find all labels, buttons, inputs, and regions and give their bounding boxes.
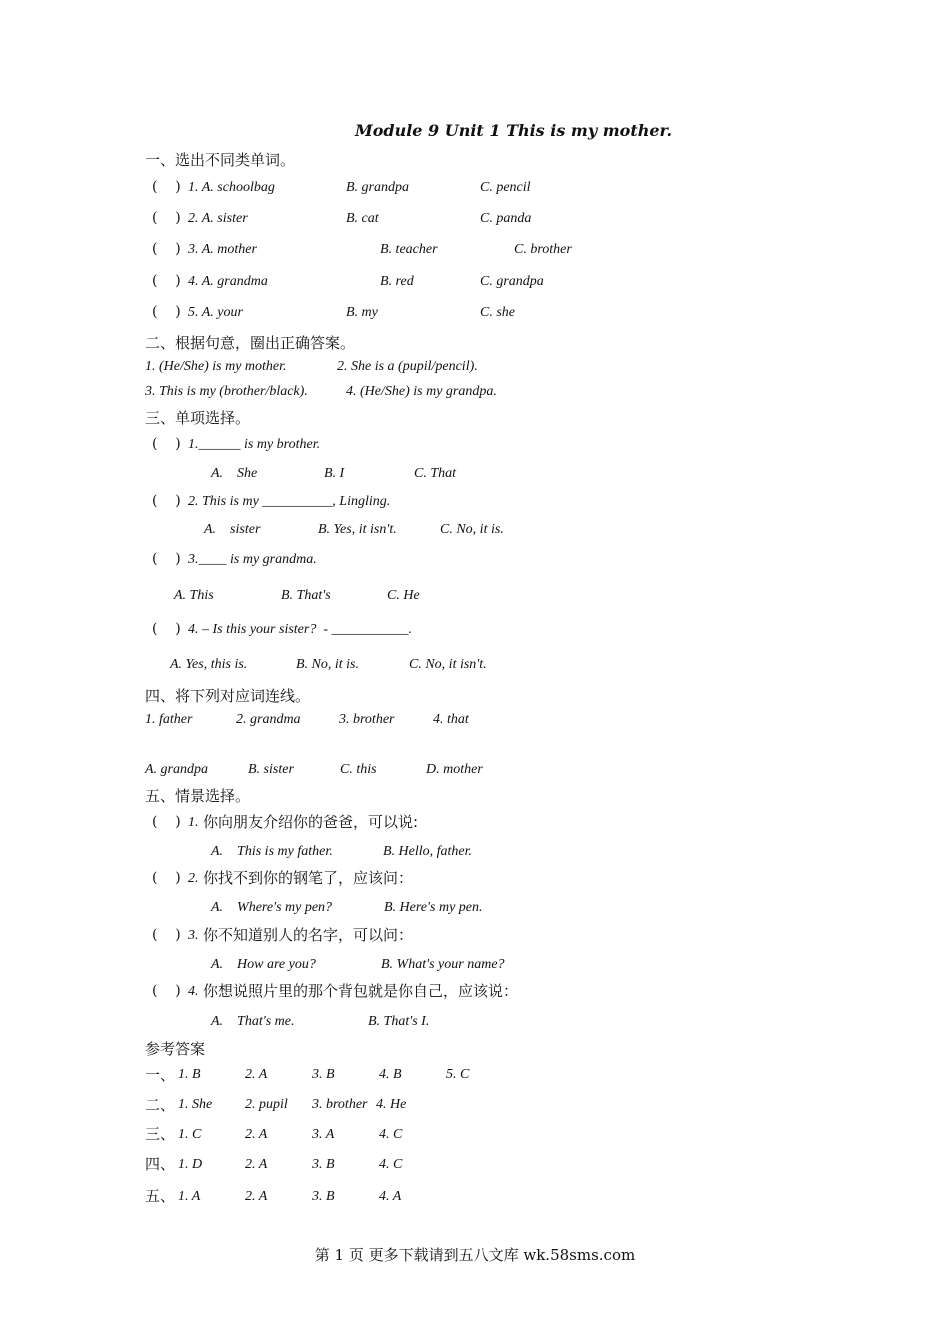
s5-q3-text: 你不知道别人的名字，可以问： <box>203 926 414 944</box>
s3-q2-opt-b: B. Yes, it isn't. <box>318 522 397 537</box>
answers-row-3-label: 三、 <box>145 1125 176 1143</box>
s1-q5-b: B. my <box>346 305 378 320</box>
s3-q3-opt-c: C. He <box>387 588 420 603</box>
answer-item: 3. B <box>312 1189 335 1204</box>
answer-item: 3. A <box>312 1127 335 1142</box>
s4-bottom-c: C. this <box>340 762 377 777</box>
answer-item: 2. A <box>245 1157 268 1172</box>
answer-item: 2. A <box>245 1067 268 1082</box>
s3-q1-opt-b: B. I <box>324 466 345 481</box>
s5-q4-text: 你想说照片里的那个背包就是你自己，应该说： <box>203 982 519 1000</box>
s1-q1-b: B. grandpa <box>346 180 409 195</box>
s3-q4-opt-b: B. No, it is. <box>296 657 360 672</box>
s3-q1: 1.______ is my brother. <box>188 437 321 452</box>
s4-bottom-d: D. mother <box>426 762 483 777</box>
answer-blank: ( ) <box>152 304 181 320</box>
section-4-heading: 四、将下列对应词连线。 <box>145 687 311 705</box>
answer-blank: ( ) <box>152 814 181 830</box>
answer-blank: ( ) <box>152 179 181 195</box>
answers-row-5-label: 五、 <box>145 1187 176 1205</box>
answer-blank: ( ) <box>152 621 181 637</box>
answers-row-2-label: 二、 <box>145 1096 176 1114</box>
s5-q2-num: 2. <box>188 871 199 886</box>
s1-q2-c: C. panda <box>480 211 532 226</box>
answer-item: 2. A <box>245 1189 268 1204</box>
s3-q4-opt-c: C. No, it isn't. <box>409 657 487 672</box>
s1-q3-b: B. teacher <box>380 242 438 257</box>
s4-top-1: 1. father <box>145 712 193 727</box>
s1-q3-c: C. brother <box>514 242 572 257</box>
answer-item: 2. pupil <box>245 1097 288 1112</box>
s3-q1-opt-a: A. She <box>211 466 258 481</box>
answer-item: 4. C <box>379 1127 403 1142</box>
s2-item-3: 3. This is my (brother/black). <box>145 384 308 399</box>
s5-q2-opt-a: A. Where's my pen? <box>211 900 333 915</box>
s5-q3-num: 3. <box>188 928 199 943</box>
answers-row-4-label: 四、 <box>145 1155 176 1173</box>
s3-q3-opt-b: B. That's <box>281 588 331 603</box>
s1-q4-b: B. red <box>380 274 414 289</box>
answer-item: 4. A <box>379 1189 402 1204</box>
page-title: Module 9 Unit 1 This is my mother. <box>355 121 673 140</box>
s1-q3-a: 3. A. mother <box>188 242 257 257</box>
answer-item: 4. B <box>379 1067 402 1082</box>
answer-item: 1. She <box>178 1097 213 1112</box>
answers-row-1-label: 一、 <box>145 1066 176 1084</box>
s5-q3-opt-b: B. What's your name? <box>381 957 505 972</box>
section-5-heading: 五、情景选择。 <box>145 787 251 805</box>
s4-bottom-b: B. sister <box>248 762 294 777</box>
answer-blank: ( ) <box>152 927 181 943</box>
answer-item: 2. A <box>245 1127 268 1142</box>
s3-q3-opt-a: A. This <box>174 588 214 603</box>
s3-q2-opt-c: C. No, it is. <box>440 522 504 537</box>
answer-blank: ( ) <box>152 551 181 567</box>
s2-item-4: 4. (He/She) is my grandpa. <box>346 384 497 399</box>
s4-top-4: 4. that <box>433 712 469 727</box>
s3-q4: 4. – Is this your sister? - ___________. <box>188 622 412 637</box>
answer-item: 1. B <box>178 1067 201 1082</box>
answer-item: 1. D <box>178 1157 203 1172</box>
answers-heading: 参考答案 <box>145 1040 206 1058</box>
answer-blank: ( ) <box>152 493 181 509</box>
s1-q5-a: 5. A. your <box>188 305 243 320</box>
s1-q4-c: C. grandpa <box>480 274 544 289</box>
s1-q2-b: B. cat <box>346 211 379 226</box>
s3-q1-opt-c: C. That <box>414 466 457 481</box>
s3-q2-opt-a: A. sister <box>204 522 261 537</box>
s1-q1-c: C. pencil <box>480 180 531 195</box>
s5-q4-num: 4. <box>188 984 199 999</box>
s2-item-1: 1. (He/She) is my mother. <box>145 359 287 374</box>
s2-item-2: 2. She is a (pupil/pencil). <box>337 359 478 374</box>
s5-q1-num: 1. <box>188 815 199 830</box>
answer-item: 3. brother <box>312 1097 368 1112</box>
s1-q4-a: 4. A. grandma <box>188 274 268 289</box>
answer-blank: ( ) <box>152 241 181 257</box>
answer-blank: ( ) <box>152 210 181 226</box>
s5-q1-opt-a: A. This is my father. <box>211 844 333 859</box>
s4-bottom-a: A. grandpa <box>145 762 208 777</box>
s1-q5-c: C. she <box>480 305 515 320</box>
section-2-heading: 二、根据句意，圈出正确答案。 <box>145 334 356 352</box>
answer-item: 5. C <box>446 1067 470 1082</box>
answer-item: 3. B <box>312 1067 335 1082</box>
s5-q4-opt-b: B. That's I. <box>368 1014 430 1029</box>
answer-item: 1. C <box>178 1127 202 1142</box>
page-footer: 第 1 页 更多下载请到五八文库 wk.58sms.com <box>314 1246 636 1264</box>
s5-q2-text: 你找不到你的钢笔了，应该问： <box>203 869 414 887</box>
section-1-heading: 一、选出不同类单词。 <box>145 151 296 169</box>
s3-q2: 2. This is my __________, Lingling. <box>188 494 391 509</box>
s5-q1-text: 你向朋友介绍你的爸爸，可以说: <box>203 813 419 831</box>
answer-blank: ( ) <box>152 436 181 452</box>
answer-blank: ( ) <box>152 983 181 999</box>
s5-q1-opt-b: B. Hello, father. <box>383 844 473 859</box>
section-3-heading: 三、单项选择。 <box>145 409 251 427</box>
s3-q4-opt-a: A. Yes, this is. <box>170 657 248 672</box>
answer-item: 4. C <box>379 1157 403 1172</box>
answer-item: 1. A <box>178 1189 201 1204</box>
s5-q3-opt-a: A. How are you? <box>211 957 316 972</box>
s5-q4-opt-a: A. That's me. <box>211 1014 295 1029</box>
answer-blank: ( ) <box>152 870 181 886</box>
s1-q2-a: 2. A. sister <box>188 211 248 226</box>
s4-top-3: 3. brother <box>339 712 395 727</box>
answer-blank: ( ) <box>152 273 181 289</box>
answer-item: 3. B <box>312 1157 335 1172</box>
s1-q1-a: 1. A. schoolbag <box>188 180 275 195</box>
s5-q2-opt-b: B. Here's my pen. <box>384 900 483 915</box>
answer-item: 4. He <box>376 1097 407 1112</box>
s4-top-2: 2. grandma <box>236 712 301 727</box>
s3-q3: 3.____ is my grandma. <box>188 552 317 567</box>
